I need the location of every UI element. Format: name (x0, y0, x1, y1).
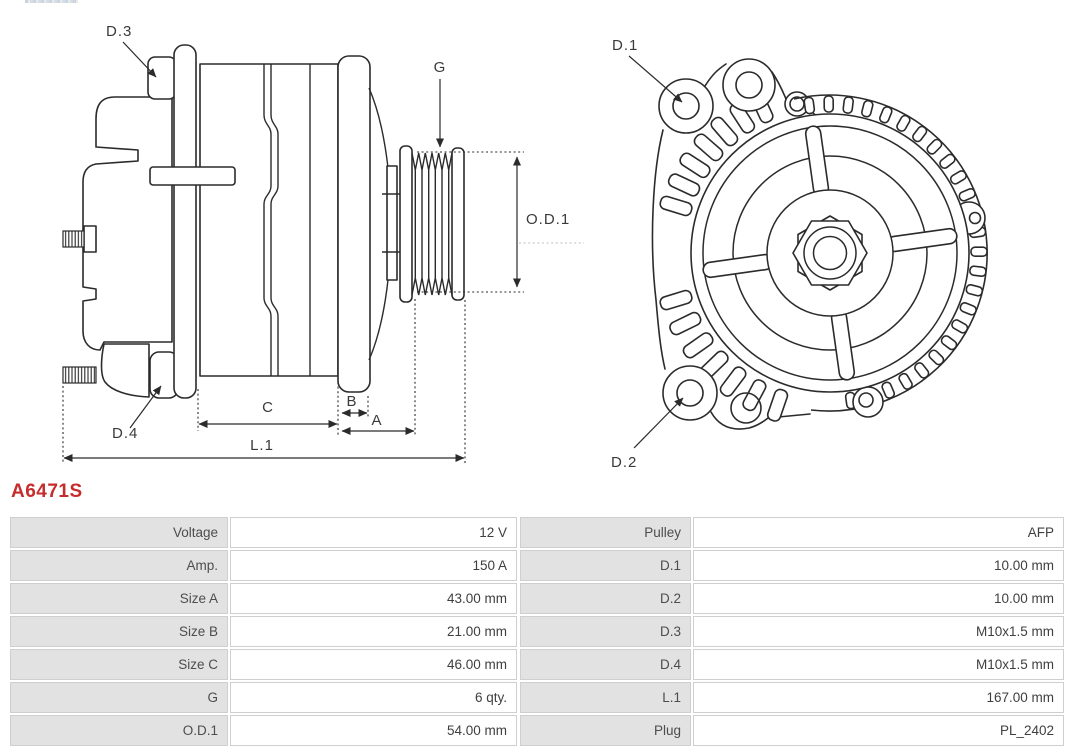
table-row (10, 649, 517, 680)
spec-table (10, 517, 1064, 748)
part-number: A6471S (11, 481, 83, 502)
housing-slot (150, 167, 235, 185)
spec-value-cell: AFP (693, 517, 1064, 548)
leader-d1 (629, 56, 682, 102)
spec-label-cell: Plug (520, 715, 691, 746)
spec-value-cell: 167.00 mm (693, 682, 1064, 713)
spec-value-cell: 10.00 mm (693, 550, 1064, 581)
pulley-flange-right (452, 148, 464, 300)
bottom-right-ear (853, 387, 883, 417)
mount-ear-bar (174, 45, 196, 398)
table-row (10, 550, 517, 581)
spec-label-cell: Amp. (10, 550, 228, 581)
pulley-flange-left (400, 146, 412, 302)
d1-mount-ear (659, 79, 713, 133)
threaded-stud-upper (63, 231, 84, 247)
table-row (10, 517, 517, 548)
table-row (10, 583, 517, 614)
spec-label-cell: Size B (10, 616, 228, 647)
spec-label-cell: Pulley (520, 517, 691, 548)
spec-label-cell: D.1 (520, 550, 691, 581)
stator-body (200, 64, 338, 376)
label-dim-c: C (262, 399, 274, 416)
pulley-groove-walls (415, 170, 448, 278)
spec-value-cell: 6 qty. (230, 682, 517, 713)
shaft (387, 166, 397, 280)
table-row (520, 583, 1064, 614)
d3-mount-lug (148, 57, 176, 99)
spec-value-cell: M10x1.5 mm (693, 616, 1064, 647)
table-row (10, 715, 517, 746)
spec-label-cell: Voltage (10, 517, 228, 548)
spec-value-cell: 46.00 mm (230, 649, 517, 680)
label-d3: D.3 (106, 23, 133, 40)
leader-d2 (634, 398, 683, 448)
spec-value-cell: M10x1.5 mm (693, 649, 1064, 680)
table-row (520, 517, 1064, 548)
spec-label-cell: D.4 (520, 649, 691, 680)
top-boss (723, 59, 775, 111)
table-row (520, 682, 1064, 713)
rear-housing-bottom-cap (102, 344, 150, 397)
front-bracket (338, 56, 370, 392)
spec-value-cell: 21.00 mm (230, 616, 517, 647)
table-row (520, 550, 1064, 581)
spec-value-cell: 12 V (230, 517, 517, 548)
spec-value-cell: 54.00 mm (230, 715, 517, 746)
label-g: G (433, 59, 447, 76)
spec-table-left (10, 517, 517, 748)
label-dim-l1: L.1 (250, 437, 274, 454)
spec-label-cell: D.3 (520, 616, 691, 647)
front-view-drawing (611, 37, 987, 471)
spec-value-cell: PL_2402 (693, 715, 1064, 746)
pulley-grooves-top (412, 153, 452, 170)
spec-label-cell: Size A (10, 583, 228, 614)
label-d1: D.1 (612, 37, 639, 54)
side-view-drawing (63, 23, 584, 464)
spec-label-cell: L.1 (520, 682, 691, 713)
spec-value-cell: 150 A (230, 550, 517, 581)
rear-housing (83, 97, 172, 350)
d2-mount-ear (663, 366, 717, 420)
spec-table-right (520, 517, 1064, 748)
label-d2: D.2 (611, 454, 638, 471)
spec-label-cell: D.2 (520, 583, 691, 614)
stud-base-upper (84, 226, 96, 252)
label-od1: O.D.1 (526, 211, 571, 228)
spec-label-cell: Size C (10, 649, 228, 680)
table-row (520, 649, 1064, 680)
label-dim-a: A (371, 412, 383, 429)
table-row (520, 715, 1064, 746)
threaded-stud-lower (63, 367, 96, 383)
label-d4: D.4 (112, 425, 139, 442)
spec-value-cell: 10.00 mm (693, 583, 1064, 614)
spec-value-cell: 43.00 mm (230, 583, 517, 614)
table-row (520, 616, 1064, 647)
spec-label-cell: G (10, 682, 228, 713)
spec-label-cell: O.D.1 (10, 715, 228, 746)
table-row (10, 682, 517, 713)
table-row (10, 616, 517, 647)
label-dim-b: B (346, 393, 358, 410)
